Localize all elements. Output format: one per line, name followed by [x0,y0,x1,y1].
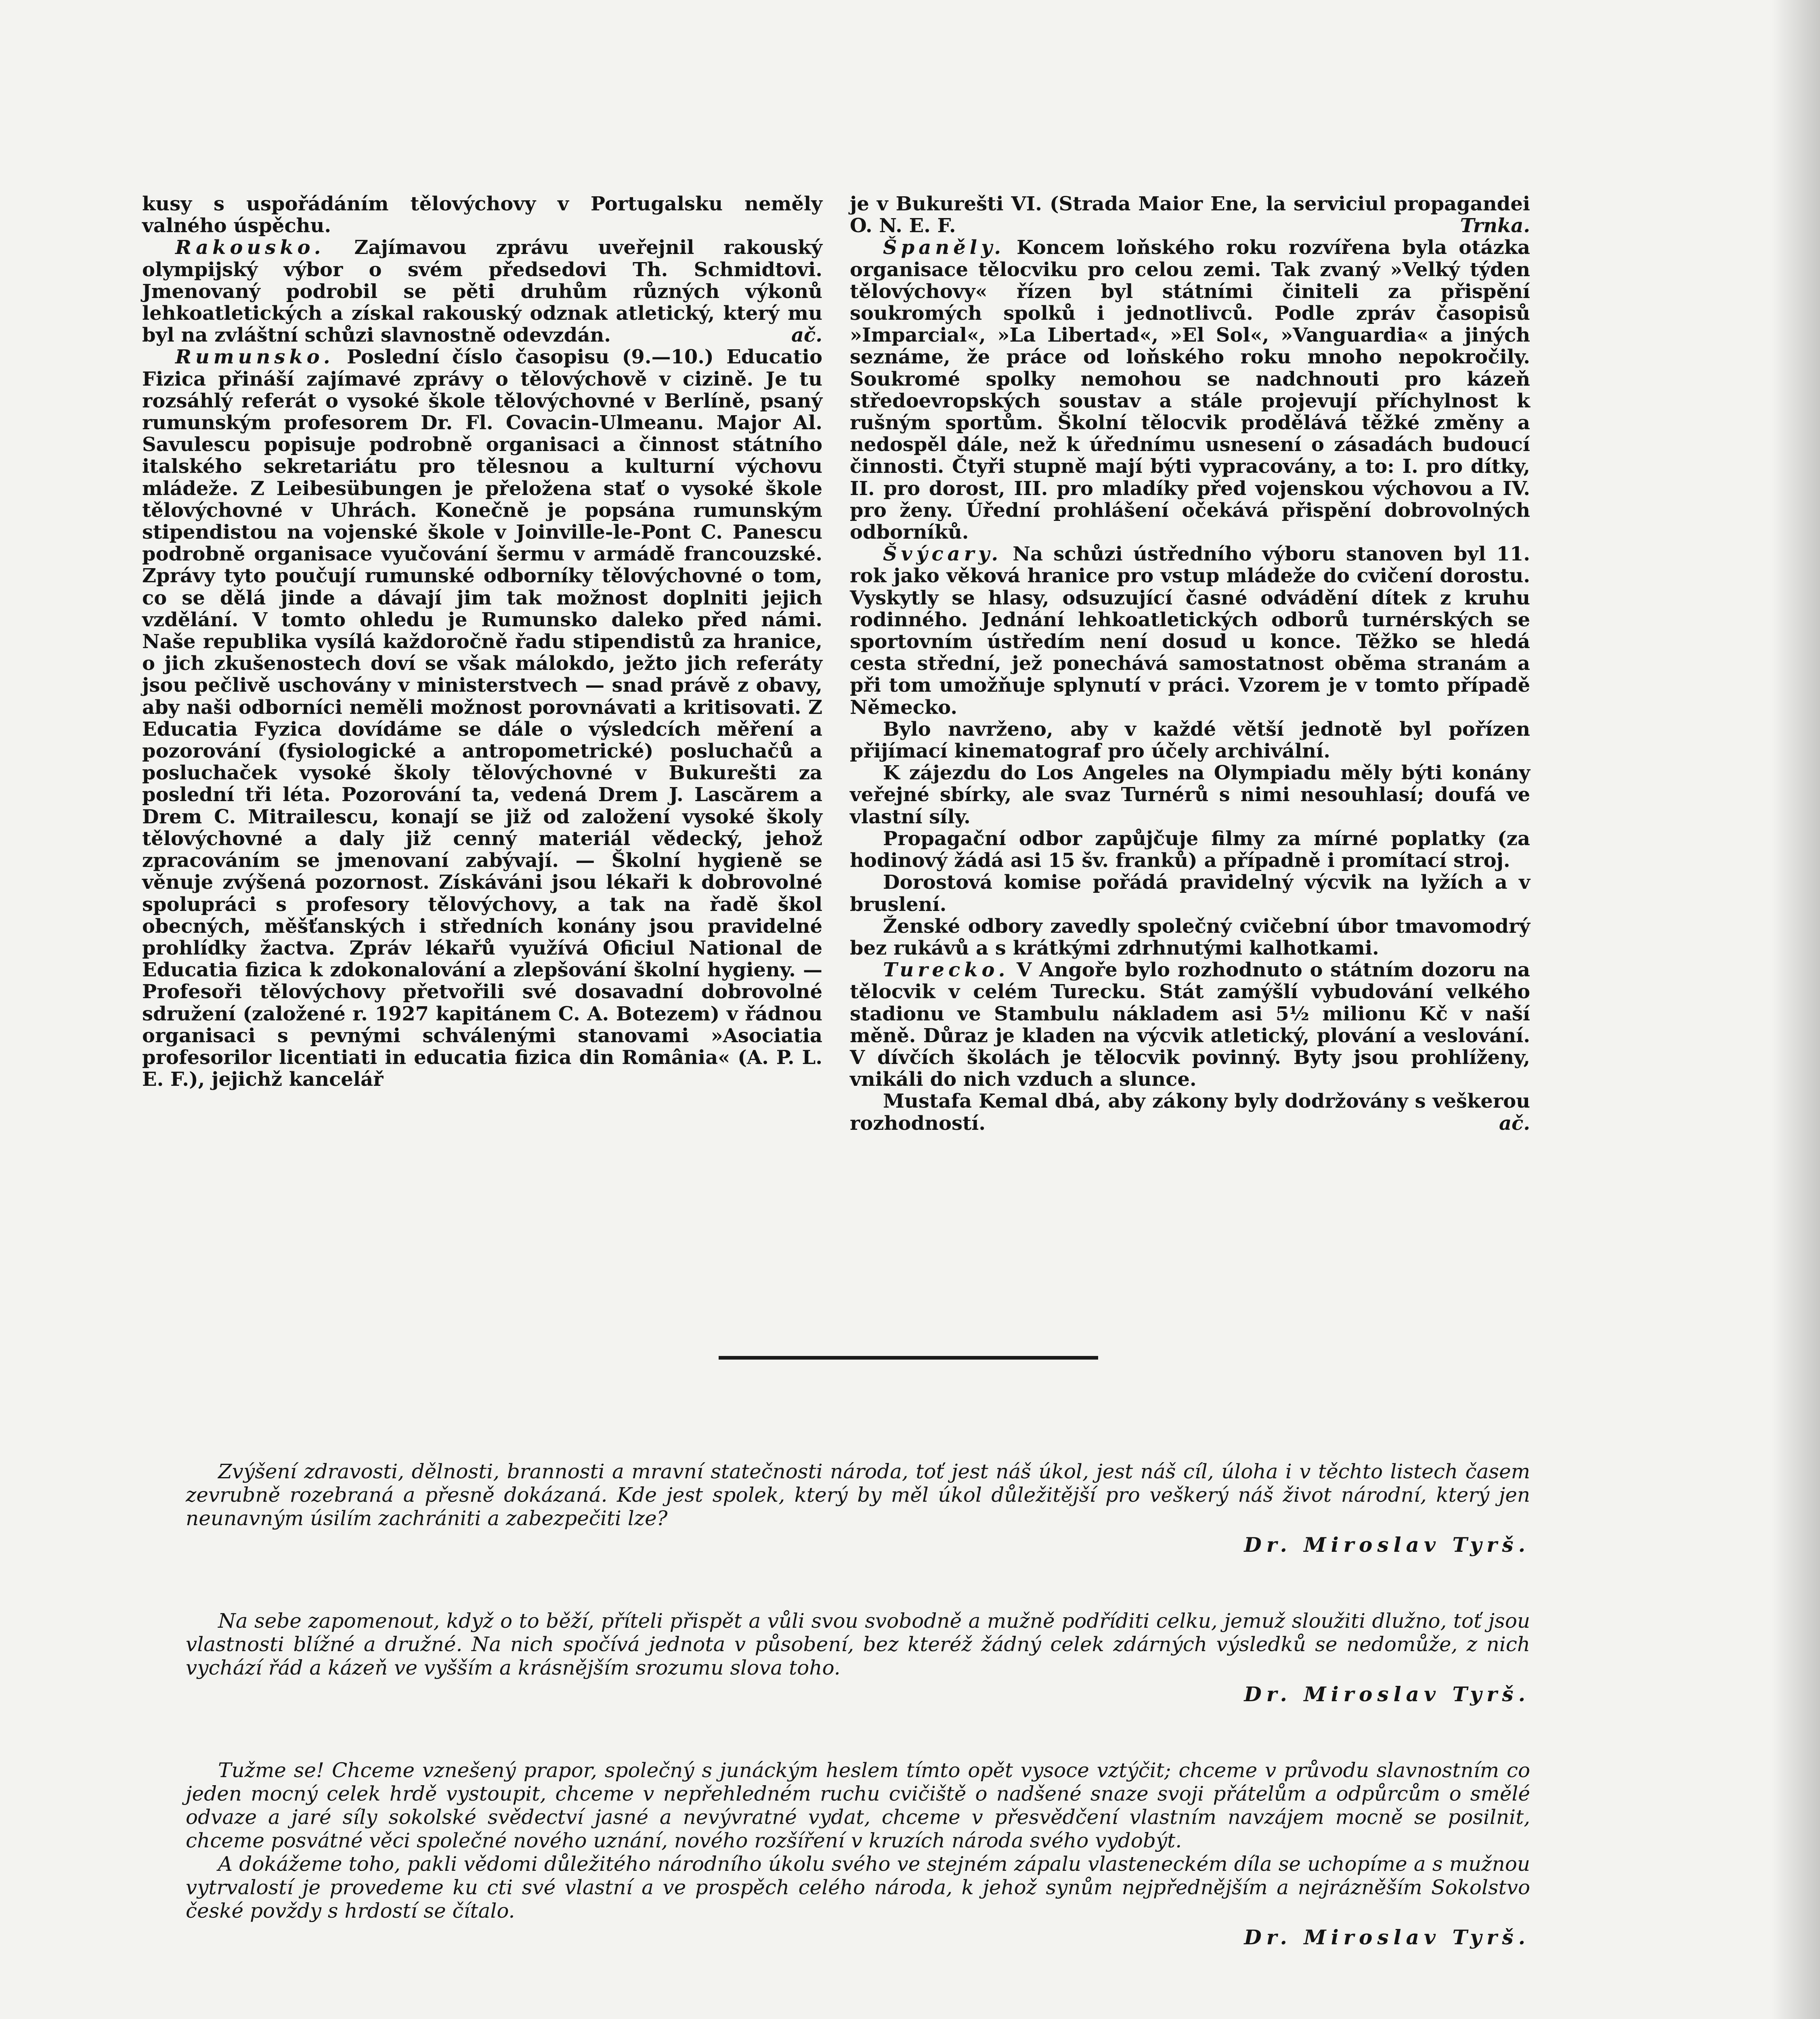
quote-block [186,1460,1530,1557]
quote-text: Na sebe zapomenout, když o to běží, příteli přispět a vůli svou svobodně a mužně podříditi celku, jemuž sloužiti dlužno, toť jsou vlastnosti blížné a družné. Na nich spočívá jednota v působení, bez kteréž žádný celek zdárných výsledků se nedomůže, z nich vychází řád a kázeň ve vyšším a krásnějším srozumu slova toho. [186,1609,1530,1679]
signature: ač. [791,324,822,347]
quote-text: Zvýšení zdravosti, dělnosti, brannosti a mravní statečnosti národa, toť jest náš úkol, jest náš cíl, úloha i v těchto listech časem zevrubně rozebraná a přesně dokázaná. Kde jest spolek, který by měl úkol důležitější pro veškerý náš život národní, který jen neunavným úsilím zachrániti a zabezpečiti lze? [186,1460,1530,1530]
article-paragraph: je v Bukurešti VI. (Strada Maior Ene, la serviciul propagandei O. N. E. F. Trnka. [850,193,1530,237]
article-paragraph: Španěly. Koncem loňského roku rozvířena byla otázka organisace tělocviku pro celou zemi. Tak zvaný »Velký týden tělovýchovy« řízen byl státními činiteli za přispění soukromých spolků i jednotlivců. Podle zpráv časopisů »Imparcial«, »La Libertad«, »El Sol«, »Vanguardia« a jiných seznáme, že práce od loňského roku mnoho nepokročily. Soukromé spolky nemohou se nadchnouti pro kázeň středoevropských soustav a stále projevují příchylnost k rušným sportům. Školní tělocvik prodělává těžké změny a nedospěl dále, než k úřednímu usnesení o zásadách budoucí činnosti. Čtyři stupně mají býti vypracovány, a to: I. pro dítky, II. pro dorost, III. pro mladíky před vojenskou výchovou a IV. pro ženy. Úřední prohlášení očekává přispění dobrovolných odborníků. [850,236,1530,544]
article-paragraph: kusy s uspořádáním tělovýchovy v Portugalsku neměly valného úspěchu. [142,193,822,237]
section-heading: Rumunsko. [175,346,334,369]
signature: Trnka. [1460,214,1530,237]
article-paragraph: Dorostová komise pořádá pravidelný výcvik na lyžích a v bruslení. [850,871,1530,916]
quote-author: Dr. Miroslav Tyrš. [1244,1533,1530,1557]
article-paragraph: Rakousko. Zajímavou zprávu uveřejnil rakouský olympijský výbor o svém předsedovi Th. Schmidtovi. Jmenovaný podrobil se pěti druhům různých výkonů lehkoatletických a získal rakouský odznak atletický, který mu byl na zvláštní schůzi slavnostně odevzdán. ač. [142,236,822,347]
quote-block [186,1759,1530,1949]
scan-edge-shadow [1772,0,1820,2019]
article-paragraph: Turecko. V Angoře bylo rozhodnuto o státním dozoru na tělocvik v celém Turecku. Stát zamýšlí vybudování velkého stadionu ve Stambulu nákladem asi 5½ milionu Kč v naší měně. Důraz je kladen na výcvik atletický, plování a veslování. V dívčích školách je tělocvik povinný. Byty jsou prohlíženy, vnikáli do nich vzduch a slunce. [850,959,1530,1091]
quote-block [186,1609,1530,1706]
quote-text: A dokážeme toho, pakli vědomi důležitého národního úkolu svého ve stejném zápalu vlasteneckém díla se uchopíme a s mužnou vytrvalostí je provedeme ku cti své vlastní a ve prospěch celého národa, k jehož synům nejpřednějším a nejrázněším Sokolstvo české povždy s hrdostí se čítalo. [186,1852,1530,1922]
quote-author: Dr. Miroslav Tyrš. [1244,1682,1530,1706]
quote-text: Tužme se! Chceme vznešený prapor, společný s junáckým heslem tímto opět vysoce vztýčit; chceme v průvodu slavnostním co jeden mocný celek hrdě vystoupit, chceme v nepřehledném ruchu cvičiště o nadšené snaze svoji přátelům a odpůrcům o smělé odvaze a jaré síly sokolské svědectví jasné a nevývratné vydat, chceme v přesvědčení vlastním navzájem mocně se posilnit, chceme posvátné věci společné nového uznání, nového rozšíření v kruzích národa svého vydobýt. [186,1759,1530,1852]
section-heading: Španěly. [883,236,1005,259]
article-paragraph: Švýcary. Na schůzi ústředního výboru stanoven byl 11. rok jako věková hranice pro vstup mládeže do cvičení dorostu. Vyskytly se hlasy, odsuzující časné odvádění dítek z kruhu rodinného. Jednání lehkoatletických odborů turnérských se sportovním ústředím není dosud u konce. Těžko se hledá cesta střední, jež ponechává samostatnost oběma stranám a při tom umožňuje splynutí v práci. Vzorem je v tomto případě Německo. [850,543,1530,719]
section-heading: Švýcary. [883,543,1002,566]
article-paragraph: Propagační odbor zapůjčuje filmy za mírné poplatky (za hodinový žádá asi 15 šv. franků) a případně i promítací stroj. [850,827,1530,872]
article-paragraph: Ženské odbory zavedly společný cvičební úbor tmavomodrý bez rukávů a s krátkými zdrhnutými kalhotkami. [850,915,1530,959]
section-divider [719,1356,1098,1360]
section-heading: Turecko. [883,959,1009,982]
right-column [850,193,1530,1134]
signature: ač. [1499,1112,1530,1135]
article-paragraph: Mustafa Kemal dbá, aby zákony byly dodržovány s veškerou rozhodností. ač. [850,1090,1530,1135]
article-paragraph: K zájezdu do Los Angeles na Olympiadu měly býti konány veřejné sbírky, ale svaz Turnérů s nimi nesouhlasí; doufá ve vlastní síly. [850,762,1530,828]
section-heading: Rakousko. [175,236,325,259]
quote-author: Dr. Miroslav Tyrš. [1244,1925,1530,1949]
left-column [142,193,822,1090]
article-paragraph: Rumunsko. Poslední číslo časopisu (9.—10.) Educatio Fizica přináší zajímavé zprávy o tělovýchově v cizině. Je tu rozsáhlý referát o vysoké škole tělovýchovné v Berlíně, psaný rumunským profesorem Dr. Fl. Covacin-Ulmeanu. Major Al. Savulescu popisuje podrobně organisaci a činnost státního italského sekretariátu pro tělesnou a kulturní výchovu mládeže. Z Leibesübungen je přeložena stať o vysoké škole tělovýchovné v Uhrách. Konečně je popsána rumunským stipendistou na vojenské škole v Joinville-le-Pont C. Panescu podrobně organisace vyučování šermu v armádě francouzské. Zprávy tyto poučují rumunské odborníky tělovýchovné o tom, co se dělá jinde a dávají jim tak možnost doplniti jejich vzdělání. V tomto ohledu je Rumunsko daleko před námi. Naše republika vysílá každoročně řadu stipendistů za hranice, o jich zkušenostech doví se však málokdo, ježto jich referáty jsou pečlivě uschovány v ministerstvech — snad právě z obavy, aby naši odborníci neměli možnost porovnávati a kritisovati. Z Educatia Fyzica dovídáme se dále o výsledcích měření a pozorování (fysiologické a antropometrické) posluchačů a posluchaček vysoké školy tělovýchovné v Bukurešti za poslední tři léta. Pozorování ta, vedená Drem J. Lascărem a Drem C. Mitrailescu, konají se již od založení vysoké školy tělovýchovné a daly již cenný materiál vědecký, jehož zpracováním se jmenovaní zabývají. — Školní hygieně se věnuje zvýšená pozornost. Získáváni jsou lékaři k dobrovolné spolupráci s profesory tělovýchovy, a tak na řadě škol obecných, měšťanských i středních konány jsou pravidelné prohlídky žactva. Zpráv lékařů využívá Oficiul National de Educatia fizica k zdokonalování a zlepšování školní hygieny. — Profesoři tělovýchovy přetvořili své dosavadní dobrovolné sdružení (založené r. 1927 kapitánem C. A. Botezem) v řádnou organisaci s pevnými schválenými stanovami »Asociatia profesorilor licentiati in educatia fizica din România« (A. P. L. E. F.), jejichž kancelář [142,346,822,1091]
quotes-section [186,1460,1530,2002]
article-paragraph: Bylo navrženo, aby v každé větší jednotě byl pořízen přijímací kinematograf pro účely archivální. [850,718,1530,763]
